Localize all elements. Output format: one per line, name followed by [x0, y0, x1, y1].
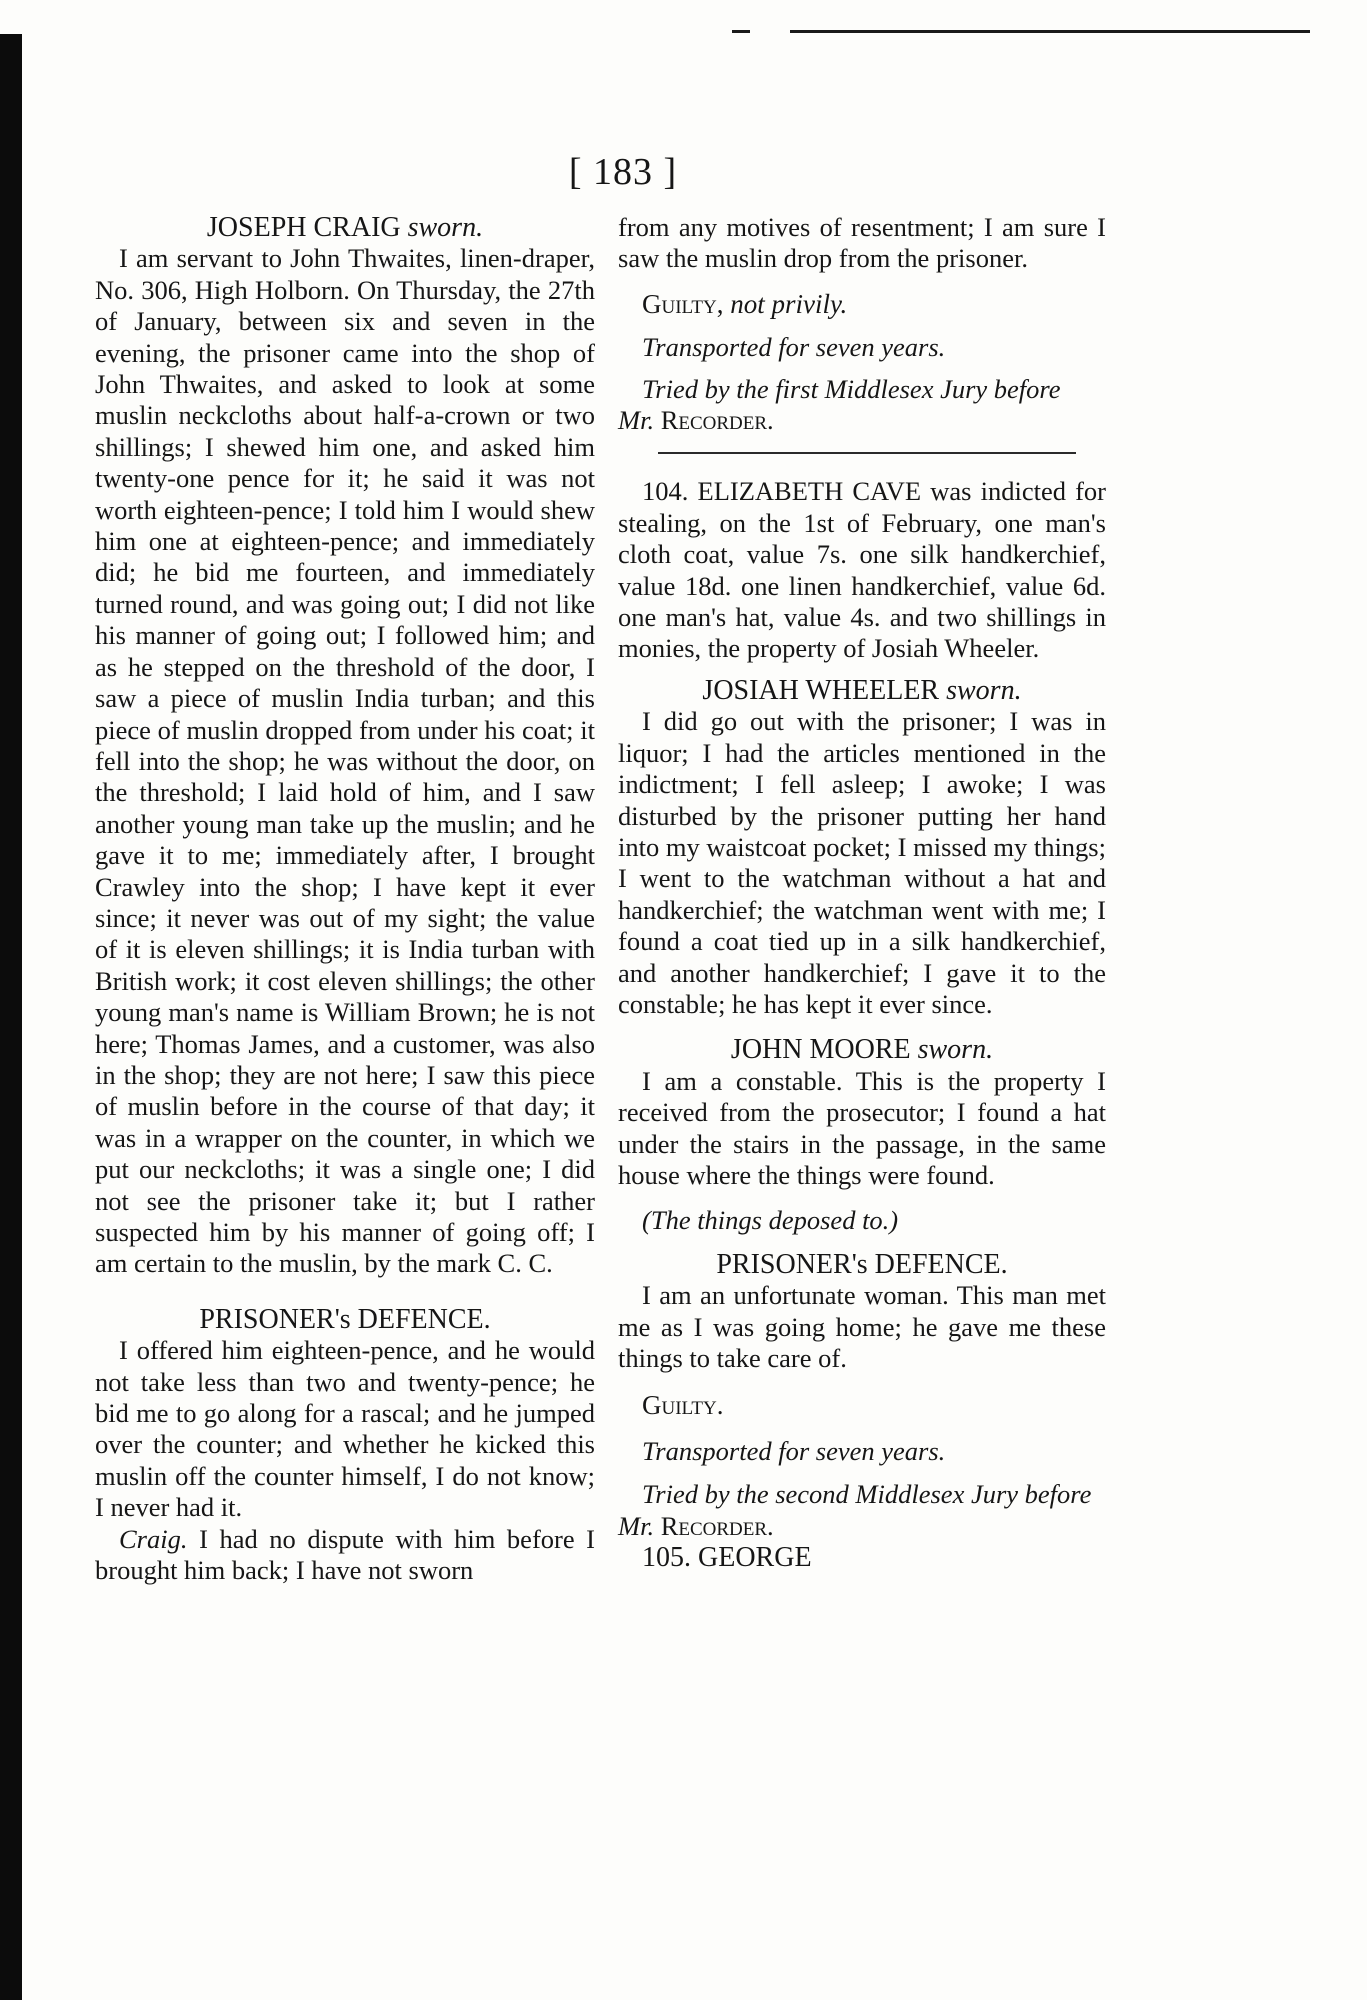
verdict-guilty-not-privily [618, 289, 1106, 320]
verdict-label: Guilty, [642, 288, 724, 319]
prisoner-defence-heading: PRISONER's DEFENCE. [716, 1248, 1008, 1280]
case-divider [658, 452, 1076, 454]
jury-note [618, 374, 1106, 437]
catchword: 105. GEORGE [642, 1542, 812, 1574]
verdict-qualifier: not privily. [730, 288, 848, 319]
wheeler-testimony: I did go out with the prisoner; I was in liquor; I had the articles mentioned in the indictment; I fell asleep; I awoke; I was disturbed by the prisoner putting her hand into my waistcoat pocket; I missed my things; I went to the watchman without a hat and handkerchief; the watchman went with me; I found a coat tied up in a silk handkerchief, and another handkerchief; I gave it to the constable; he has kept it ever since. [618, 706, 1106, 1019]
speaker-label: Craig. [119, 1523, 188, 1554]
page-number: [ 183 ] [568, 151, 678, 193]
craig-reply-text: I had no dispute with him before I brought him back; I have not sworn [95, 1523, 595, 1586]
prisoner-defence-text: I offered him eighteen-pence, and he would not take less than two and twenty-pence; he bid me to go along for a rascal; and he jumped over the counter; and whether he kicked this muslin off the counter himself, I do not know; I never had it. [95, 1335, 595, 1523]
witness-heading-wheeler [618, 675, 1106, 706]
jury-note [618, 1479, 1106, 1542]
prisoner-defence-text: I am an unfortunate woman. This man met me as I was going home; he gave me these things to take care of. [618, 1280, 1106, 1373]
prisoner-defence-heading: PRISONER's DEFENCE. [199, 1303, 491, 1335]
sentence-text: Transported for seven years. [642, 1435, 946, 1466]
craig-reply [95, 1524, 595, 1587]
top-rule-short [732, 30, 750, 33]
witness-name: JOSEPH CRAIG [206, 212, 401, 243]
witness-heading-craig [95, 212, 595, 243]
sworn-label: sworn. [407, 212, 484, 243]
witness-heading-moore [618, 1034, 1106, 1065]
testimony-continuation: from any motives of resentment; I am sure I saw the muslin drop from the prisoner. [618, 212, 1106, 274]
things-deposed-note: (The things deposed to.) [642, 1205, 899, 1236]
witness-name: JOSIAH WHEELER [702, 674, 940, 706]
recorder-label: Recorder. [660, 405, 774, 436]
moore-testimony: I am a constable. This is the property I received from the prosecutor; I found a hat under the stairs in the passage, in the same house where the things were found. [618, 1065, 1106, 1190]
case-104-indictment: 104. ELIZABETH CAVE was indicted for stealing, on the 1st of February, one man's cloth coat, value 7s. one silk handkerchief, value 18d. one linen handkerchief, value 6d. one man's hat, value 4s. and two shillings in monies, the property of Josiah Wheeler. [618, 476, 1106, 664]
top-rule-long [790, 30, 1310, 33]
craig-testimony: I am servant to John Thwaites, linen-draper, No. 306, High Holborn. On Thursday, the 27th of January, between six and seven in the evening, the prisoner came into the shop of John Thwaites, and asked to look at some muslin neckcloths about half-a-crown or two shillings; I shewed him one, and asked him twenty-one pence for it; he said it was not worth eighteen-pence; I told him I would shew him one at eighteen-pence; and immediately did; he bid me fourteen, and immediately turned round, and was going out; I did not like his manner of going out; I followed him; and as he stepped on the threshold of the door, I saw a piece of muslin India turban; and this piece of muslin dropped from under his coat; it fell into the shop; he was without the door, on the threshold; I laid hold of him, and I saw another young man take up the muslin; and he gave it to me; immediately after, I brought Crawley into the shop; I have kept it ever since; it never was out of my sight; the value of it is eleven shillings; it is India turban with British work; it cost eleven shillings; the other young man's name is William Brown; he is not here; Thomas James, and a customer, was also in the shop; they are not here; I saw this piece of muslin before in the course of that day; it was in a wrapper on the counter, in which we put our neckcloths; it was a single one; I did not see the prisoner take it; but I rather suspected him by his manner of going off; I am certain to the muslin, by the mark C. C. [95, 243, 595, 1279]
page-edge-shadow [0, 34, 22, 2000]
sworn-label: sworn. [946, 674, 1022, 706]
witness-name: JOHN MOORE [730, 1034, 911, 1066]
verdict-guilty: Guilty. [642, 1390, 724, 1421]
jury-text: Tried by the first Middlesex Jury before [642, 373, 1061, 404]
sentence-text: Transported for seven years. [642, 332, 946, 363]
right-column [618, 212, 1106, 1573]
mr-label: Mr. [618, 405, 655, 436]
jury-text: Tried by the second Middlesex Jury before [642, 1479, 1092, 1510]
left-column [95, 212, 595, 1586]
recorder-label: Recorder. [660, 1510, 774, 1541]
mr-label: Mr. [618, 1510, 655, 1541]
sworn-label: sworn. [917, 1034, 994, 1066]
